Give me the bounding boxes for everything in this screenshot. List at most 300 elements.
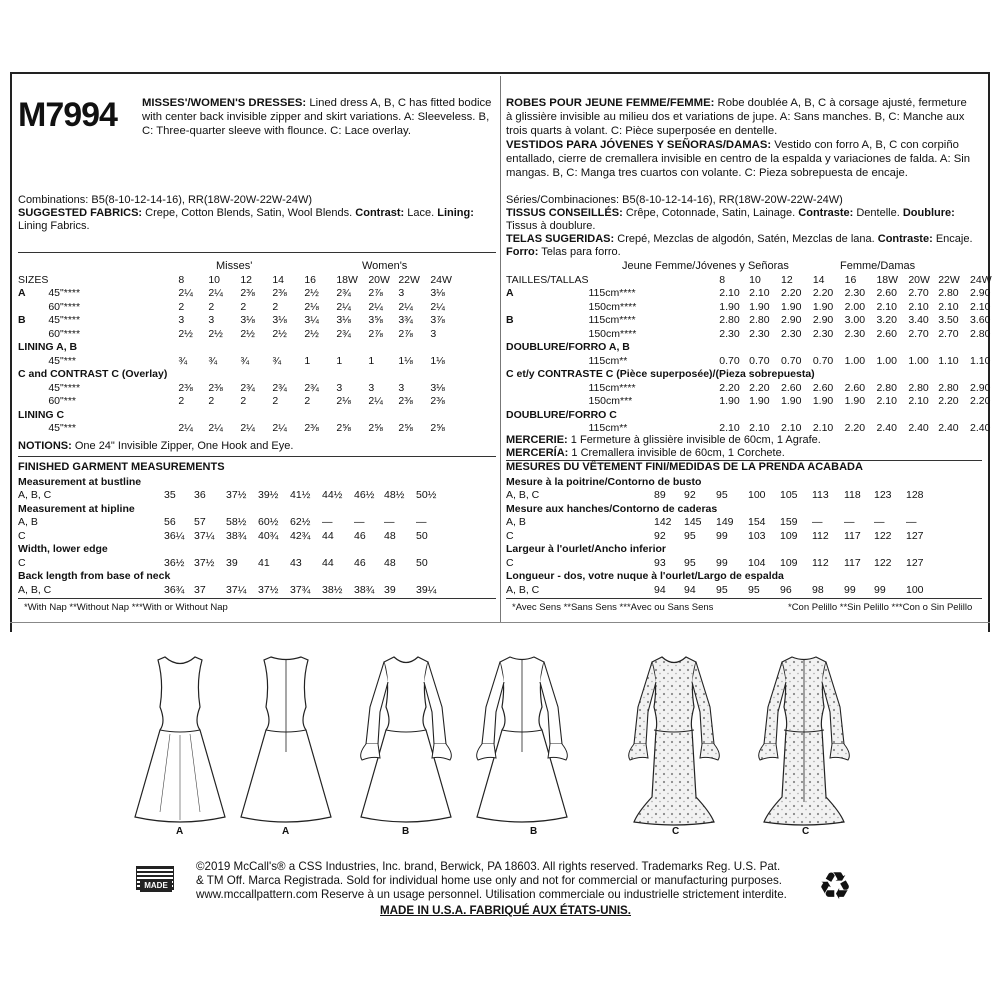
dress-c-front-illustration [614,652,734,832]
measurement-title: Back length from base of neck [18,570,171,583]
measurement-row-label: A, B [506,516,526,529]
measurement-value: 36 [194,489,206,502]
measurement-row [506,583,936,597]
measurement-value: 50 [416,529,428,542]
measurement-value: 94 [654,583,666,596]
measurement-value: 42¾ [290,529,311,542]
measurement-value: 44 [322,529,334,542]
yardage-row [18,422,460,436]
yardage-value: 3.60 [970,314,991,327]
size-header: 24W [430,273,452,286]
yardage-value: 2 [208,300,215,313]
yardage-value: 2¼ [208,287,223,300]
measurement-value: 39 [384,583,396,596]
measurement-value: 103 [748,529,766,542]
measurement-value: 48 [384,556,396,569]
doublure-text: Tissus à doublure. [506,220,596,232]
copyright-line2: & TM Off. Marca Registrada. Sold for individual home use only and not for commercial or manufacturing purposes. [196,874,782,887]
measurement-value: 37½ [258,583,279,596]
yardage-value: 2⅞ [368,287,383,300]
yardage-row-label [506,381,588,395]
yardage-value: 2.20 [749,381,770,394]
measurement-value: 109 [780,529,798,542]
size-header: 24W [970,273,992,286]
mercerie-text: 1 Fermeture à glissière invisible de 60cm, 1 Agrafe. [570,434,821,446]
yardage-value: 2⅜ [178,381,193,394]
yardage-row [18,327,460,341]
measurement-row [506,556,936,570]
yardage-row [506,408,1000,422]
measurement-value: 44 [322,556,334,569]
merceria-label: MERCERÍA: [506,447,569,459]
measurement-value: 39 [226,556,238,569]
measurement-title: Largeur à l'ourlet/Ancho inferior [506,543,667,556]
measurement-value: 50½ [416,489,437,502]
telas-label: TELAS SUGERIDAS: [506,233,615,245]
measurement-row-label: A, B, C [506,583,540,596]
measurement-value: 62½ [290,516,311,529]
yardage-row-label [18,381,48,395]
yardage-value: 2.10 [812,422,834,435]
measurement-row [506,529,936,543]
size-header: 8 [719,273,726,286]
yardage-value: 2.10 [970,300,991,313]
caption-b-back: B [530,826,538,837]
yardage-value: 2 [240,395,247,408]
yardage-row [18,341,460,355]
yardage-value: 3 [398,381,405,394]
yardage-row [506,354,1000,368]
yardage-value: 2.30 [749,327,770,340]
yardage-value: 3 [398,287,405,300]
size-header: 22W [398,273,420,286]
description-fr-text: Robe doublée A, B, C à corsage ajusté, fermeture à glissière invisible au milieu dos et variations de jupe. A: Sans manches. B, C: Manche aux trois quarts à volant. C: Pièce superposée en dentelle. [506,97,967,137]
measurement-value: 112 [812,529,829,542]
measurement-value: 46½ [354,489,375,502]
yardage-row-label: LINING A, B [18,341,78,354]
rule [18,456,496,457]
yardage-value: 2½ [208,327,223,340]
yardage-value: 1.90 [780,300,802,313]
lining-label: Lining: [437,207,474,219]
measurement-value: 48½ [384,489,405,502]
copyright-line1: ©2019 McCall's® a CSS Industries, Inc. brand, Berwick, PA 18603. All rights reserved. Trademarks Reg. U.S. Pat. [196,860,781,873]
yardage-value: 2⅝ [336,422,351,435]
yardage-value: ¾ [178,354,188,367]
yardage-value: 2.00 [844,300,866,313]
measurement-row [18,489,446,503]
measurement-title: Mesure à la poitrine/Contorno de busto [506,475,702,488]
yardage-row-label: A [18,287,26,300]
yardage-value: 2 [304,395,311,408]
dress-a-back-illustration [236,652,336,832]
measurement-value: 154 [748,516,766,529]
measurement-value: 58½ [226,516,247,529]
yardage-value: 2.40 [876,422,897,435]
yardage-value: 2.80 [749,314,770,327]
description-en-text: Lined dress A, B, C has fitted bodice with center back invisible zipper and skirt variations. A: Sleeveless. B, C: Three-quarter sleeve with flounce. C: Lace overlay. [142,97,492,137]
yardage-value: 2 [240,300,247,313]
yardage-value: 2.20 [938,395,959,408]
measurement-value: 37½ [226,489,247,502]
yardage-row [18,395,460,409]
yardage-value: 2.10 [908,300,929,313]
yardage-value: 2.20 [970,395,991,408]
yardage-value: 1.90 [844,395,866,408]
caption-a-front: A [176,826,184,837]
yardage-row [18,381,460,395]
dress-b-front-illustration [356,652,456,832]
measurement-value: 39½ [258,489,279,502]
measurement-value: 36¾ [164,583,185,596]
yardage-value: 2.70 [938,327,959,340]
fgm-title-fr: MESURES DU VÊTEMENT FINI/MEDIDAS DE LA PRENDA ACABADA [506,461,863,473]
yardage-value: 2⅝ [430,422,445,435]
yardage-value: 2.70 [908,287,929,300]
womens-header: Women's [362,260,408,272]
yardage-value: 2.10 [876,300,897,313]
measurement-value: — [874,516,885,529]
yardage-value: 3⅛ [272,314,287,327]
rule [18,598,496,599]
yardage-value: 0.70 [780,354,802,367]
made-in-usa-badge: MADE IN USA [140,880,172,892]
yardage-value: 3.20 [876,314,897,327]
mercerie-label: MERCERIE: [506,434,568,446]
yardage-value: 2.10 [780,422,802,435]
fabric-width: 45"**** [48,314,81,327]
description-es-text: Vestido con forro A, B, C con corpiño entallado, cierre de cremallera invisible en centro de la espalda y variaciones de falda. A: Sin mangas. B, C: Manga tres cuartos con volante. C: Pieza sobrepuesta de encaje. [506,139,971,179]
yardage-value: ¾ [240,354,250,367]
yardage-row-label: C and CONTRAST C (Overlay) [18,368,168,381]
measurement-value: 48 [384,529,396,542]
measurement-table-fr [506,475,936,597]
yardage-value: 1 [368,354,375,367]
caption-c-back: C [802,826,810,837]
yardage-row-label [18,395,48,409]
yardage-value: 2⅛ [304,300,319,313]
yardage-value: 2.90 [970,381,991,394]
yardage-value: 2⅜ [398,395,413,408]
yardage-value: 3 [336,381,343,394]
column-divider [500,76,501,622]
yardage-value: 3 [430,327,437,340]
yardage-row-label: LINING C [18,408,65,421]
yardage-value: 2.40 [908,422,929,435]
measurement-value: 127 [906,529,924,542]
measurement-value: 128 [906,489,924,502]
size-header: 10 [749,273,761,286]
measurement-value: 37¼ [226,583,247,596]
yardage-value: 3¼ [304,314,319,327]
measurement-value: 92 [654,529,666,542]
measurement-value: 105 [780,489,798,502]
measurement-value: 36¼ [164,529,185,542]
measurement-title-row [18,502,446,516]
measurement-value: 98 [812,583,824,596]
yardage-value: 1.00 [876,354,897,367]
caption-a-back: A [282,826,290,837]
measurement-row [18,556,446,570]
yardage-value: 1.90 [812,300,834,313]
measurement-value: 38½ [322,583,343,596]
yardage-value: 2.20 [719,381,740,394]
measurement-value: 104 [748,556,766,569]
yardage-value: 2.30 [812,327,834,340]
measurement-value: 94 [684,583,696,596]
notions-en [18,440,293,453]
yardage-value: 2.80 [938,381,959,394]
measurement-value: 89 [654,489,666,502]
measurement-value: 95 [748,583,760,596]
yardage-row [506,314,1000,328]
yardage-value: 1.90 [780,395,802,408]
yardage-row [506,368,1000,382]
measurement-value: — [812,516,823,529]
sizes-label: SIZES [18,273,49,286]
tissus-text: Crêpe, Cotonnade, Satin, Lainage. [625,207,796,219]
measurement-value: 96 [780,583,792,596]
size-header: 12 [780,273,793,286]
yardage-value: 3.00 [844,314,866,327]
yardage-value: 2 [272,300,279,313]
measurement-value: — [906,516,917,529]
yardage-value: 2 [178,395,185,408]
yardage-value: 2 [272,395,279,408]
yardage-value: 2⅝ [398,422,413,435]
measurement-value: 100 [906,583,924,596]
size-header: 14 [812,273,825,286]
yardage-row [18,408,460,422]
measurement-value: 37¼ [194,529,215,542]
rule [18,252,496,253]
yardage-value: 2.60 [812,381,834,394]
yardage-value: 2.30 [844,327,866,340]
measurement-value: 123 [874,489,892,502]
measurement-title-row [506,543,936,557]
size-header: 22W [938,273,960,286]
yardage-row-label [18,354,48,368]
measurement-value: 127 [906,556,924,569]
measurement-value: 117 [844,529,861,542]
yardage-value: 2.10 [876,395,897,408]
footnote-fr: *Avec Sens **Sans Sens ***Avec ou Sans Sens [512,602,714,613]
yardage-value: 2⅜ [304,422,319,435]
yardage-value: 0.70 [812,354,834,367]
merceria [506,447,785,460]
fabric-width: 60"**** [48,300,81,313]
measurement-value: 109 [780,556,798,569]
yardage-value: 2¼ [336,300,351,313]
yardage-row [506,395,1000,409]
fabric-width: 45"*** [48,354,77,367]
fabric-width: 115cm**** [588,381,636,394]
yardage-row [18,368,460,382]
fabric-width: 45"*** [48,422,77,435]
measurement-value: 38¾ [354,583,375,596]
measurement-value: 50 [416,556,428,569]
yardage-row-label: DOUBLURE/FORRO C [506,408,617,421]
yardage-value: 2.90 [970,287,991,300]
jeune-header: Jeune Femme/Jóvenes y Señoras [622,260,789,272]
measurement-value: 122 [874,556,892,569]
measurement-value: 37½ [194,556,215,569]
yardage-row-label: DOUBLURE/FORRO A, B [506,341,630,354]
measurement-row-label: A, B [18,516,38,529]
measurement-value: 57 [194,516,206,529]
yardage-row [506,422,1000,436]
yardage-value: 2½ [272,327,287,340]
yardage-row-label: B [18,314,26,327]
yardage-value: 2⅜ [430,395,445,408]
fabrics-label: SUGGESTED FABRICS: [18,207,143,219]
recycle-icon: ♻ [818,866,853,908]
size-header: 12 [240,273,253,286]
measurement-row-label: C [506,556,514,569]
yardage-value: 2¼ [272,422,287,435]
measurement-row [506,516,936,530]
yardage-value: 1.90 [749,395,770,408]
description-fr-es [506,96,974,180]
measurement-value: 56 [164,516,176,529]
yardage-value: 2.10 [749,287,770,300]
measurement-value: 95 [684,529,696,542]
size-header: 14 [272,273,285,286]
contrast-text: Lace. [407,207,435,219]
yardage-value: 2.90 [780,314,802,327]
mercerie [506,434,821,447]
yardage-value: 1.00 [844,354,866,367]
description-es-title: VESTIDOS PARA JÓVENES Y SEÑORAS/DAMAS: [506,139,772,151]
yardage-value: 2.30 [719,327,740,340]
yardage-value: 2½ [304,327,319,340]
yardage-value: 2¾ [336,287,351,300]
yardage-value: ¾ [272,354,282,367]
yardage-value: 2¼ [368,300,383,313]
sizes-spacer [48,273,178,287]
yardage-value: 3⅞ [430,314,445,327]
contraste-es-label: Contraste: [877,233,933,245]
description-en [142,96,494,138]
yardage-value: 2¾ [336,327,351,340]
measurement-row-label: C [18,529,26,542]
yardage-value: 3.40 [908,314,929,327]
fabric-width: 115cm**** [588,287,636,300]
yardage-value: 1⅛ [398,354,413,367]
yardage-row-label [18,300,48,314]
description-fr-title: ROBES POUR JEUNE FEMME/FEMME: [506,97,715,109]
yardage-row-label: B [506,314,514,327]
measurement-row-label: C [18,556,26,569]
yardage-value: 2¾ [272,381,287,394]
measurement-value: 44½ [322,489,343,502]
measurement-value: — [416,516,427,529]
yardage-value: 2.30 [780,327,802,340]
yardage-value: 1.90 [719,300,740,313]
yardage-value: 2.90 [812,314,834,327]
fabric-width: 115cm** [588,354,628,367]
yardage-value: 2.40 [970,422,991,435]
measurement-value: 43 [290,556,302,569]
measurement-value: 113 [812,489,829,502]
measurement-table-en [18,475,446,597]
yardage-row-label [18,327,48,341]
yardage-value: 1.90 [719,395,740,408]
yardage-value: 2.60 [844,381,866,394]
measurement-value: 37 [194,583,206,596]
yardage-value: 2.80 [876,381,897,394]
measurement-value: — [354,516,365,529]
yardage-row-label: C et/y CONTRASTE C (Pièce superposée)/(Pieza sobrepuesta) [506,368,815,381]
fabrics-fr-es [506,207,978,259]
yardage-value: 2¼ [178,287,193,300]
yardage-value: 2¼ [208,422,223,435]
dress-b-back-illustration [472,652,572,832]
yardage-value: 2¼ [240,422,255,435]
measurement-title-row [506,502,936,516]
yardage-value: 3.50 [938,314,959,327]
frame-top [10,72,990,74]
merceria-text: 1 Cremallera invisible de 60cm, 1 Corchete. [571,447,785,459]
contrast-label: Contrast: [355,207,405,219]
yardage-value: 2.80 [908,381,929,394]
yardage-value: 1.10 [938,354,959,367]
measurement-value: 92 [684,489,696,502]
forro-label: Forro: [506,246,539,258]
combinations-en: Combinations: B5(8-10-12-14-16), RR(18W-20W-22W-24W) [18,194,313,206]
measurement-value: 99 [716,556,728,569]
yardage-value: 2⅝ [368,422,383,435]
measurement-row-label: A, B, C [18,583,52,596]
yardage-value: 2.70 [908,327,929,340]
yardage-value: 2.10 [908,395,929,408]
yardage-row-label [506,422,588,436]
yardage-value: 2.80 [970,327,991,340]
yardage-value: 2.20 [780,287,802,300]
measurement-value: 39¼ [416,583,437,596]
yardage-value: 0.70 [719,354,740,367]
size-header: 18W [876,273,899,286]
measurement-value: 95 [684,556,696,569]
yardage-row-label [506,327,588,341]
yardage-value: 2¼ [178,422,193,435]
yardage-value: 2⅛ [336,395,351,408]
fabrics-text: Crepe, Cotton Blends, Satin, Wool Blends. [145,207,353,219]
yardage-row [506,341,1000,355]
yardage-value: 2⅜ [272,287,287,300]
telas-text: Crepé, Mezclas de algodón, Satén, Mezclas de lana. [617,233,875,245]
yardage-row-label [506,354,588,368]
measurement-row [18,516,446,530]
pattern-number: M7994 [18,96,117,134]
yardage-value: 1.90 [749,300,770,313]
measurement-title: Measurement at bustline [18,475,142,488]
yardage-value: ¾ [208,354,218,367]
yardage-value: 2.10 [749,422,770,435]
notions-text: One 24" Invisible Zipper, One Hook and Eye. [74,440,294,452]
measurement-title-row [506,570,936,584]
fabrics-en [18,207,494,233]
measurement-value: 38¾ [226,529,247,542]
notions-label: NOTIONS: [18,440,72,452]
measurement-title-row [18,475,446,489]
measurement-row [506,489,936,503]
measurement-value: 46 [354,556,366,569]
size-header: 18W [336,273,358,286]
yardage-value: 2⅜ [240,287,255,300]
measurement-title: Width, lower edge [18,543,108,556]
yardage-value: 3 [178,314,185,327]
